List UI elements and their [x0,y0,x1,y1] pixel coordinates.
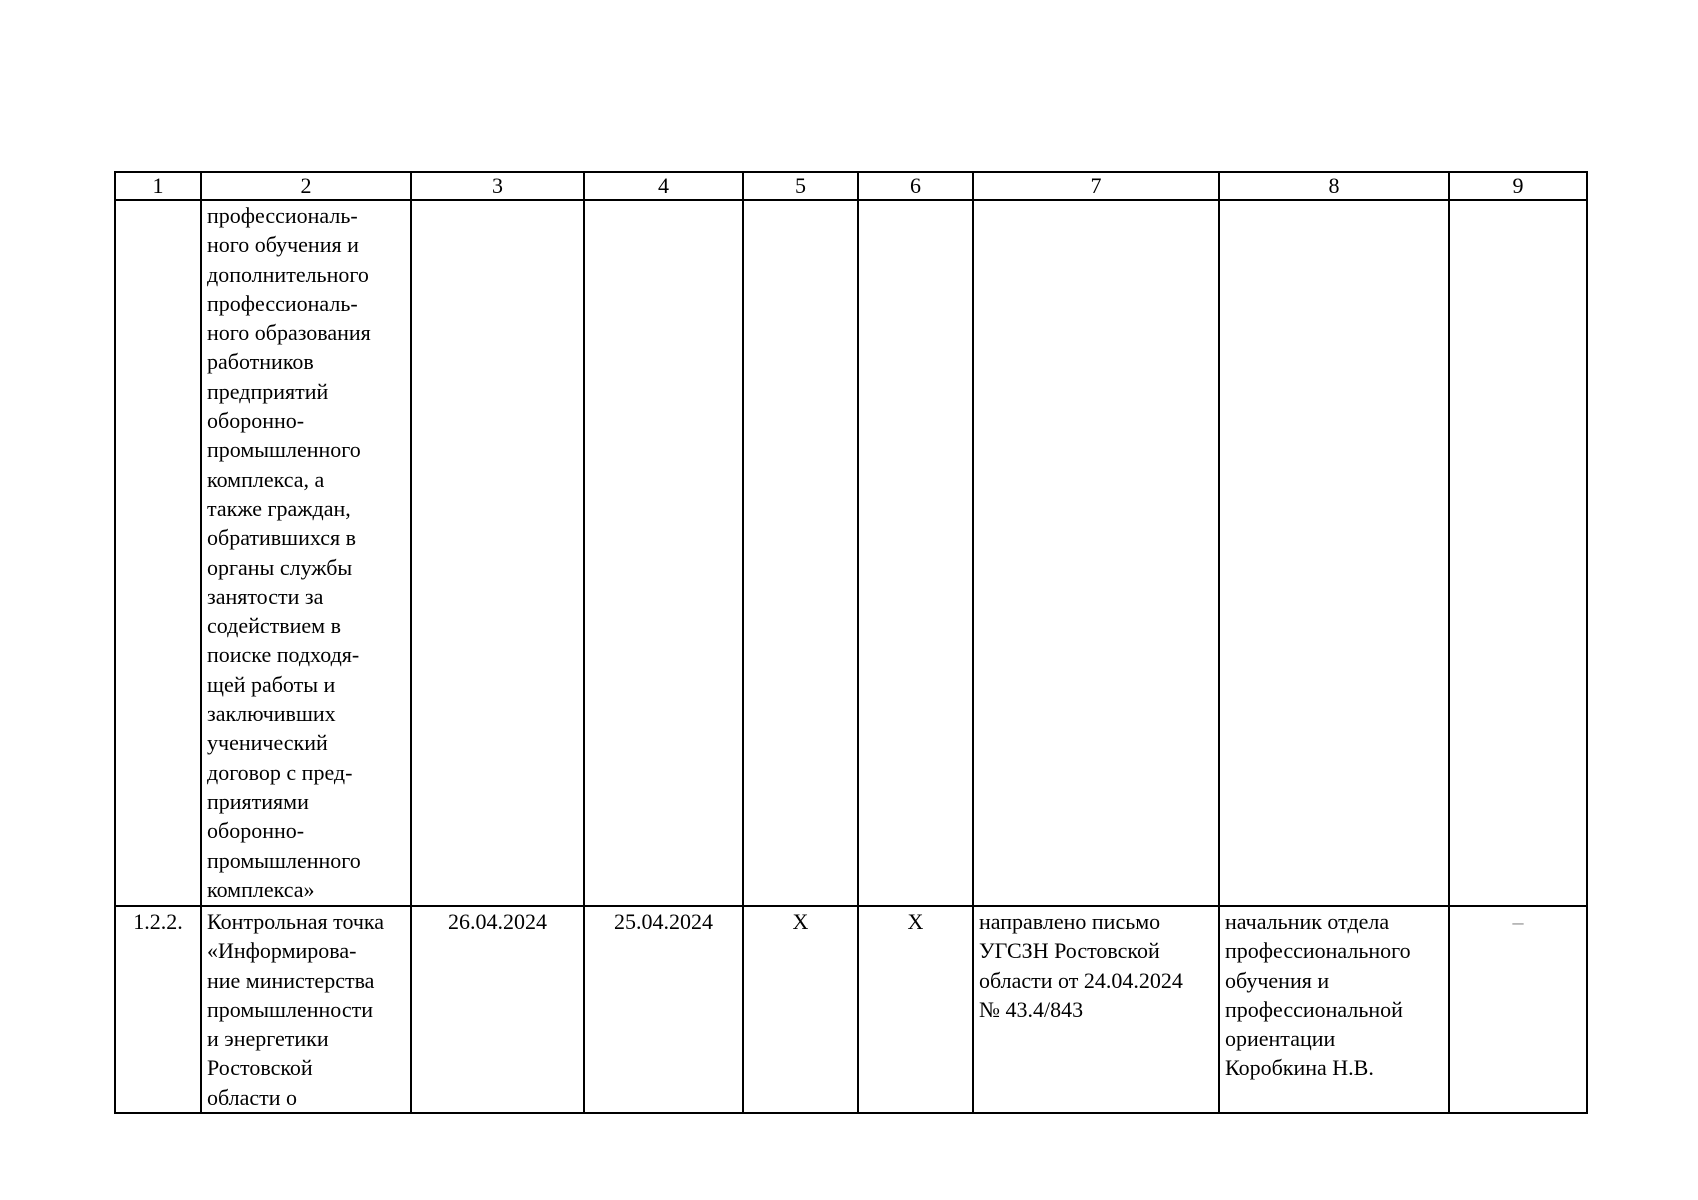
header-col-5: 5 [743,172,858,200]
cell-actual-date: 25.04.2024 [584,906,743,1113]
cell-empty [1219,200,1449,906]
cell-description-continuation [201,200,411,906]
text-line: заключивших [207,701,336,727]
text-line: содействием в [207,613,341,639]
header-col-2: 2 [201,172,411,200]
text-line: промышленного [207,847,361,873]
text-line: дополнительного [207,261,369,287]
cell-col5: X [743,906,858,1113]
cell-empty [858,200,973,906]
text-line: договор с пред- [207,759,353,785]
text-line: ного обучения и [207,232,359,258]
header-col-3: 3 [411,172,584,200]
text-line: области от 24.04.2024 [979,967,1183,993]
table-row-continuation [115,200,1587,906]
table-row-1-2-2 [115,906,1587,1113]
text-line: также граждан, [207,495,351,521]
text-line: направлено письмо [979,909,1161,934]
text-line: ориентации [1225,1026,1336,1052]
text-line: органы службы [207,554,353,580]
text-line: области о [207,1084,298,1110]
text-line: промышленности [207,996,373,1022]
text-line: работников [207,349,314,375]
header-row [115,172,1587,200]
text-line: профессионального [1225,938,1411,964]
cell-num-empty [115,200,201,906]
text-line: ученический [207,730,328,756]
text-line: Контрольная точка [207,909,385,934]
text-line: № 43.4/843 [979,996,1084,1022]
cell-responsible [1219,906,1449,1113]
cell-description [201,906,411,1113]
cell-empty [411,200,584,906]
text-line: обратившихся в [207,525,357,551]
cell-result [973,906,1219,1113]
report-table [114,171,1588,1114]
text-line: приятиями [207,788,309,814]
text-line: обучения и [1225,967,1330,993]
cell-col6: X [858,906,973,1113]
text-line: начальник отдела [1225,909,1390,934]
text-line: ние министерства [207,967,375,993]
cell-row-number: 1.2.2. [115,906,201,1113]
text-line: предприятий [207,378,329,404]
header-col-9: 9 [1449,172,1587,200]
header-col-4: 4 [584,172,743,200]
text-line: профессиональ- [207,203,358,228]
text-line: «Информирова- [207,938,357,964]
cell-col9: – [1449,906,1587,1113]
text-line: комплекса» [207,876,315,902]
text-line: промышленного [207,437,361,463]
cell-empty [973,200,1219,906]
text-line: щей работы и [207,671,336,697]
text-line: Ростовской [207,1055,313,1081]
text-line: профессиональ- [207,290,358,316]
text-line: и энергетики [207,1026,329,1052]
cell-empty [743,200,858,906]
text-line: Коробкина Н.В. [1225,1055,1374,1081]
text-line: ного образования [207,320,371,346]
cell-empty [1449,200,1587,906]
text-line: комплекса, а [207,466,325,492]
header-col-7: 7 [973,172,1219,200]
text-line: занятости за [207,583,324,609]
text-line: поиске подходя- [207,642,360,668]
text-line: оборонно- [207,408,305,434]
text-line: профессиональной [1225,996,1403,1022]
text-line: оборонно- [207,818,305,844]
header-col-8: 8 [1219,172,1449,200]
header-col-6: 6 [858,172,973,200]
text-line: УГСЗН Ростовской [979,938,1160,964]
cell-planned-date: 26.04.2024 [411,906,584,1113]
cell-empty [584,200,743,906]
header-col-1: 1 [115,172,201,200]
